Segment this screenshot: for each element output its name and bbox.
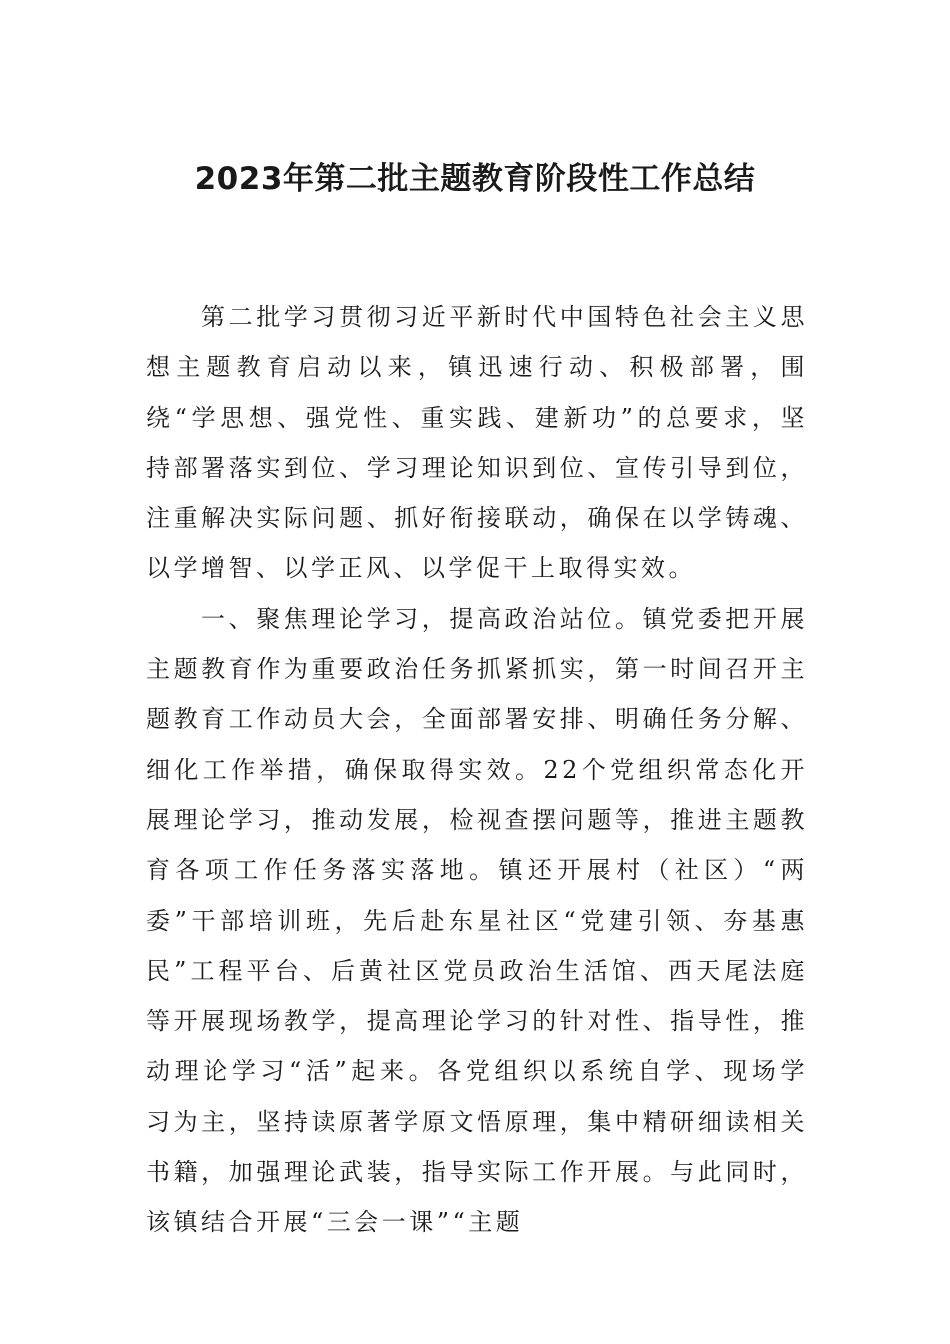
paragraph-section-one: 一、聚焦理论学习，提高政治站位。镇党委把开展主题教育作为重要政治任务抓紧抓实，第一时间召开主题教育工作动员大会，全面部署安排、明确任务分解、细化工作举措，确保取得实效。22个党组织常态化开展理论学习，推动发展，检视查摆问题等，推进主题教育各项工作任务落实落地。镇还开展村（社区）“两委”干部培训班，先后赴东星社区“党建引领、夯基惠民”工程平台、后黄社区党员政治生活馆、西天尾法庭等开展现场教学，提高理论学习的针对性、指导性，推动理论学习“活”起来。各党组织以系统自学、现场学习为主，坚持读原著学原文悟原理，集中精研细读相关书籍，加强理论武装，指导实际工作开展。与此同时，该镇结合开展“三会一课”“主题 [146, 604, 808, 1237]
document-body [146, 292, 808, 1248]
document-title: 2023年第二批主题教育阶段性工作总结 [194, 161, 756, 197]
paragraph-intro: 第二批学习贯彻习近平新时代中国特色社会主义思想主题教育启动以来，镇迅速行动、积极部署，围绕“学思想、强党性、重实践、建新功”的总要求，坚持部署落实到位、学习理论知识到位、宣传引导到位，注重解决实际问题、抓好衔接联动，确保在以学铸魂、以学增智、以学正风、以学促干上取得实效。 [146, 303, 808, 583]
